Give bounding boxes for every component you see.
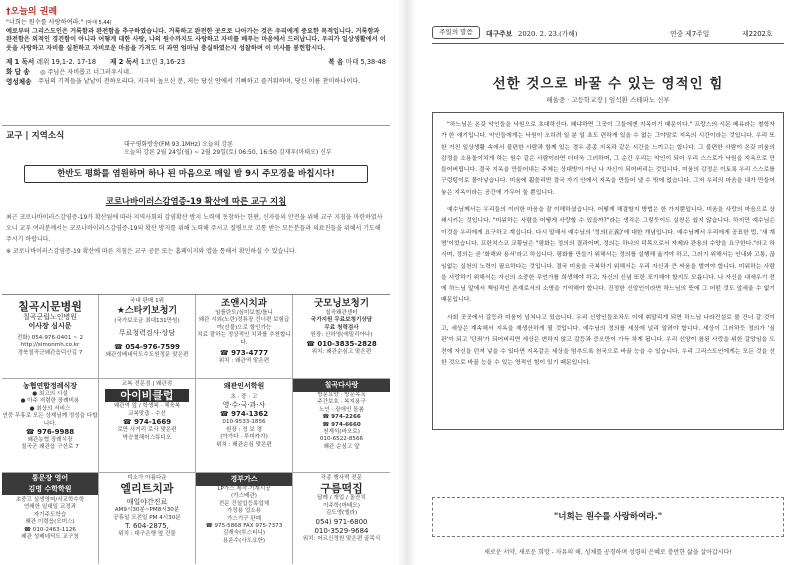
ad-english: 통문장 영어 김명 수학학원 초중고 실생영어/서교학수학 연쇄한 일대일 교정과 자기주도학습 왜관 이령읍(모미스) ☎ 010-2463-1126 왜관 성베네딕도 교구청: [2, 473, 99, 564]
today-word-title: †오늘의 권례: [6, 7, 58, 17]
corona-title: 코로나바이러스감염증-19 확산에 따른 교구 지침: [105, 196, 287, 206]
today-word-quote-line: [6, 19, 386, 28]
paper-date: 2020. 2. 23.(가해): [518, 30, 578, 38]
motto-box: "너희는 원수를 사랑하여라.": [432, 497, 784, 537]
ad-hospital: 칠곡시문병원 칠곡군립노인병원 이사장 심시문 전화) 054-976-0401 ~ 2 http://simonmh.co.kr 경북칠곡군왜관읍덕산길 7: [2, 295, 99, 379]
ad-ivy-club: 교복 전문점 | 왜관점 아이비클럽 왜관역 앞 / 학생복 · 체육복 교복맞춤 · 수선 ☎ 974-1669 로만 사거리 로사 맞은편 박승철헤어스튜디오: [99, 379, 196, 473]
sermon-title: 선한 것으로 바꿀 수 있는 영적인 힘: [492, 76, 724, 92]
liturgical-season: 연중 제7주일: [670, 30, 710, 38]
today-word-quote: "너희는 원수를 사랑하여라.": [6, 19, 84, 26]
corona-body: 최근 코로나바이러스감염증-19가 확산됨에 따라 지역사회의 감염확산 방지 노력에 동참하는 한편, 신자들의 안전을 위해 교구 지침을 마련하였사오니 교우 여러분께서는 코로나바이러스감염증-19의 확산 방지를 위해 노력해 주시고 질병으로 고통 받는 모든분들과 의료진들을 위해서 기도해 주시기 바랍니다.: [6, 214, 383, 243]
sermon-byline: 해울중 · 고등학교장 | 임석환 스테파노 신부: [546, 96, 670, 104]
issue-number: 제2202호: [742, 30, 773, 38]
ad-funeral: 농협연합정례식장 ● 최고의 시설 ● 아주 저렴한 장례비용 ● 최상의 서비스 연중 무휴로 모든 상제님께 정성을 다합니다. ☎ 976-9988 왜관농협 장례식장 칠곡군 왜관읍 구산로 7: [2, 379, 99, 473]
broadcast-title: 교구 | 지역소식: [6, 131, 65, 141]
psalm-row: 화 답 송 ◎ 주님은 자비롭고 너그러우시네.: [6, 68, 131, 77]
reading-gospel: 복 음 마태 5,38-48: [328, 58, 386, 67]
sermon-paragraph: "하느님은 온갖 악인들을 낙원으로 초대하신다. 왜냐하면 그곳이 그들에겐 지옥이기 때문이다." 프랑스의 시몬 베유라는 철학자가 한 얘기입니다. 악인들에게는 낙원이 오히려 일 분 일 초도 편하게 있을 수 없는 그야말로 지옥의 시간이라는 것입니다. 우리 또한 거친 일상생활 속에서 불편한 사람과 함께 있는 경우 종종 지옥과 같은 시간을 느끼고는 합니다. 그 불편한 사람이 온갖 미움의 감정을 소용돌이치게 하는 원수 같은 사람이라면 더더욱 그러하며, 그 순간 우리는 악인이 되어 우리 스스로가 낙원을 지옥으로 만들어버립니다. 결국 지옥을 만들어내는 주체는 상대방이 아닌 나 자신이 되어버리는 것입니다. 미움의 감정은 이토록 우리 스스로를 구렁텅이로 몰아넣습니다. 미움에 휩쓸리면 결국 자기 안에서 지옥을 만들어 낼 수 밖에 없습니다. 그저 우리의 마음을 내가 만들어 놓은 지옥이라는 공간에 가두어 둘 뿐입니다.: [441, 122, 775, 196]
reading-1: 제 1 독서 레위 19,1-2. 17-18: [6, 58, 97, 67]
ad-goodmorning: 굿모닝보청기 칠곡왜관센터 국가지원 무료보청기상담 무료 청력검사 원장: 신하영(에밀리아나) ☎ 010-3835-2828 위치: 왜관순심고 맞은편: [293, 295, 390, 379]
peace-prayer-banner: 한반도 평화를 염원하며 하나 된 마음으로 매일 밤 9시 주모경을 바칩시다!: [24, 165, 368, 183]
page-fold: [398, 0, 416, 565]
header-rule: [432, 43, 784, 44]
ad-elite-dental: 미소가 아름다운 엘리트치과 매일야간진료 AM9시30분~PM8시30분 공휴일 오전일 PM 4시30분 T. 604-2875, 위치 : 대구은행 옆 건물: [99, 473, 196, 564]
sermon-paragraph: 예수님께서는 우리들의 이러한 마음을 잘 이해하셨습니다. 어떻게 해결할지 방법은 한 가지뿐입니다. 미움을 사랑의 마음으로 상쇄시키는 것입니다. "미워하는 사람을 어떻게 사랑할 수 있을까?"라는 생각은 그렇듯이도 실천은 쉽지 않습니다. 하지만 예수님은 이것을 우리에게 요구하고 계십니다. 다시 말해서 예수님의 '정의(正義)'에 대한 개념입니다. 예수님께서 우리에게 공표한 법, '새 계명'이었습니다. 프란치스코 교황님은 "평화는 정의의 결과이며, 정의는 하나의 덕목으로서 자제와 관용의 수양을 요구한다."라고 하시며, 정의는 곧 '화해와 용서'라고 하십니다. 평화를 만들기 위해서는 정의를 실행해 옮겨야 하고, 그러기 위해서는 인내와 고통, 끊임없는 실천의 노력이 필요하다는 것입니다. 결국 미움을 극복하기 위해서는 우리 자신과 큰 싸움을 벌여야 합니다. 미워하는 사람을 사랑하기 위해서는 자신의 소중한 무언가를 희생해야 하고, 자신의 신념 또한 포기해야 할지도 모릅니다. 나 자신을 내세우기 전에 하느님 앞에서 책임적인 존재로서의 소명을 기억해야 합니다. 진정한 신앙인이라면 하느님의 뜻에 그 어떤 것도 앞세울 수 없기 때문입니다.: [441, 207, 775, 304]
corona-section: [6, 195, 386, 256]
ads-grid: [2, 294, 390, 563]
left-page: [2, 2, 390, 563]
broadcast-section: [6, 129, 386, 158]
ad-starkey: 국내 판매 1위 ★스타키보청기 (국가보조금 최대131만원) 무료청력검사·상담 ☎ 054-976-7599 왜관성베네딕도수도원정문 맞은편: [99, 295, 196, 379]
communion-row: 영성체송 주님의 기적들을 낱낱이 전하오리다. 지극히 높으신 분, 저는 당신 안에서 기뻐하고 즐거워하며, 당신 이름 찬미하나이다.: [6, 77, 361, 86]
footer-slogan: 새로운 서약, 새로운 희망 - 자유의 해, 성체를 공경하며 성령의 은혜로 충만한 삶을 살아갑시다!: [484, 549, 732, 556]
today-word-body: 예로부터 그리스도인은 거룩함과 완전함을 추구하였습니다. 거룩하고 완전한 곳으로 나아가는 것은 우리에게 중요한 목적입니다. 거룩함과 완전함은 외적인 경건함이 아니라 어떻게 대한 사랑, 나의 원수까지도 사랑하고 자비를 베푸는 마음에서 드러납니다. 우리가 일상생활에서 이웃을 사랑하고 자비를 실천하고 자비로운 마음을 가져도 더 과연 엄마님 충실하였는지 성찰하며 이 미사를 봉헌합시다.: [6, 27, 386, 52]
sunday-word-pill: 주일의 말씀: [432, 26, 480, 39]
ad-gas: 경부가스 LP가스 제작·기계시공 (가스배관) 전문 건설업등록업체 가정용 업소용 가스기구 판매 ☎ 975-5868 FAX 975-7373 김재숙(루스티니) 용운수(사도요한): [196, 473, 293, 564]
readings-row: [6, 56, 386, 66]
ad-academy: 왜관인서학원 초 · 중 · 고 영·수·국·과·사 ☎ 974-1362 010-9533-1856 원장 : 정 보 경 (아가다 · 루미카가) 위치 : 왜관순심 맞은편: [196, 379, 293, 473]
right-page: [420, 4, 796, 560]
sermon-body: [432, 112, 784, 430]
paper-name: 대구주보: [486, 30, 513, 38]
reading-2: 제 2 독서 1코린 3,16-23: [110, 58, 186, 67]
ad-dasarang: 칠곡다사랑 방문요양 · 방문목욕 주간보호 · 복지용구 노인 · 장애인 돌봄 ☎ 974-2266 ☎ 974-6660 천재석(바오로) 010-6522-8566 왜관 순심고 앞: [293, 379, 390, 473]
corona-note: ※ 코로나바이러스감염증-19 확산에 따른 지침은 교구 공문 또는 홈페이지와 앱을 통해서 확인하실 수 있습니다.: [6, 248, 297, 255]
broadcast-line-2: 오늘의 강론 2월 24일(월) ~ 2월 29일(토) 06:50, 16:50 김재우(마태오) 신부: [124, 149, 332, 157]
sermon-paragraph: 사회 곳곳에서 갈등과 미움이 넘쳐나고 있습니다. 우리 신앙인들조차도 이에 휘말리게 되면 하느님 나라건설로 볼 건너 갈 것이고, 세상은 계속해서 지옥을 재생산하게 될 것입니다. 예수님의 정의를 세상에 널리 알려야 합니다. 세상이 그러하듯 정의가 '심판'이 되고 '단죄'가 되어버리면 세상은 변하지 않고 갈등과 증오만이 가득 차게 됩니다. 우리 신앙이 참된 사랑을 위한 갈망임을 도전에 자신을 던져 넣을 수 있다면 지옥같은 세상을 멈추도록 천국으로 바꿀 능을 수 있습니다. 우리 그리스도인에게는 모든 것을 선한 것으로 바꿀 능을 수 있는 영적인 힘이 있기 때문입니다.: [441, 314, 775, 366]
today-word-section: [6, 4, 386, 87]
ad-dental-joan: 조앤시치과 임플란트/심미보철/틀니 왜관 시외(노란)정류장 건너편 보험급여(선불)으로 할인가능 치료 잘하는 정상적인 치과를 추천합니다. ☎ 973-4777 위치 : 왜관역 맞은편: [196, 295, 293, 379]
broadcast-line-1: 대구평화방송(FM 93.1MHz) 오늘의 강론: [124, 141, 233, 148]
ad-rice-cake: 각종 행사떡 전문 구름떡집 답례 / 개업 / 돌잔치 이주학(마태오) 김도영(엘라) 054) 971-6800 010-3529-9684 위치: 어르신정원 맞은편 골목식: [302, 475, 381, 542]
divider: [2, 125, 390, 126]
cross-icon: †: [6, 7, 11, 17]
today-word-quote-ref: (마태 5,44): [85, 20, 112, 26]
